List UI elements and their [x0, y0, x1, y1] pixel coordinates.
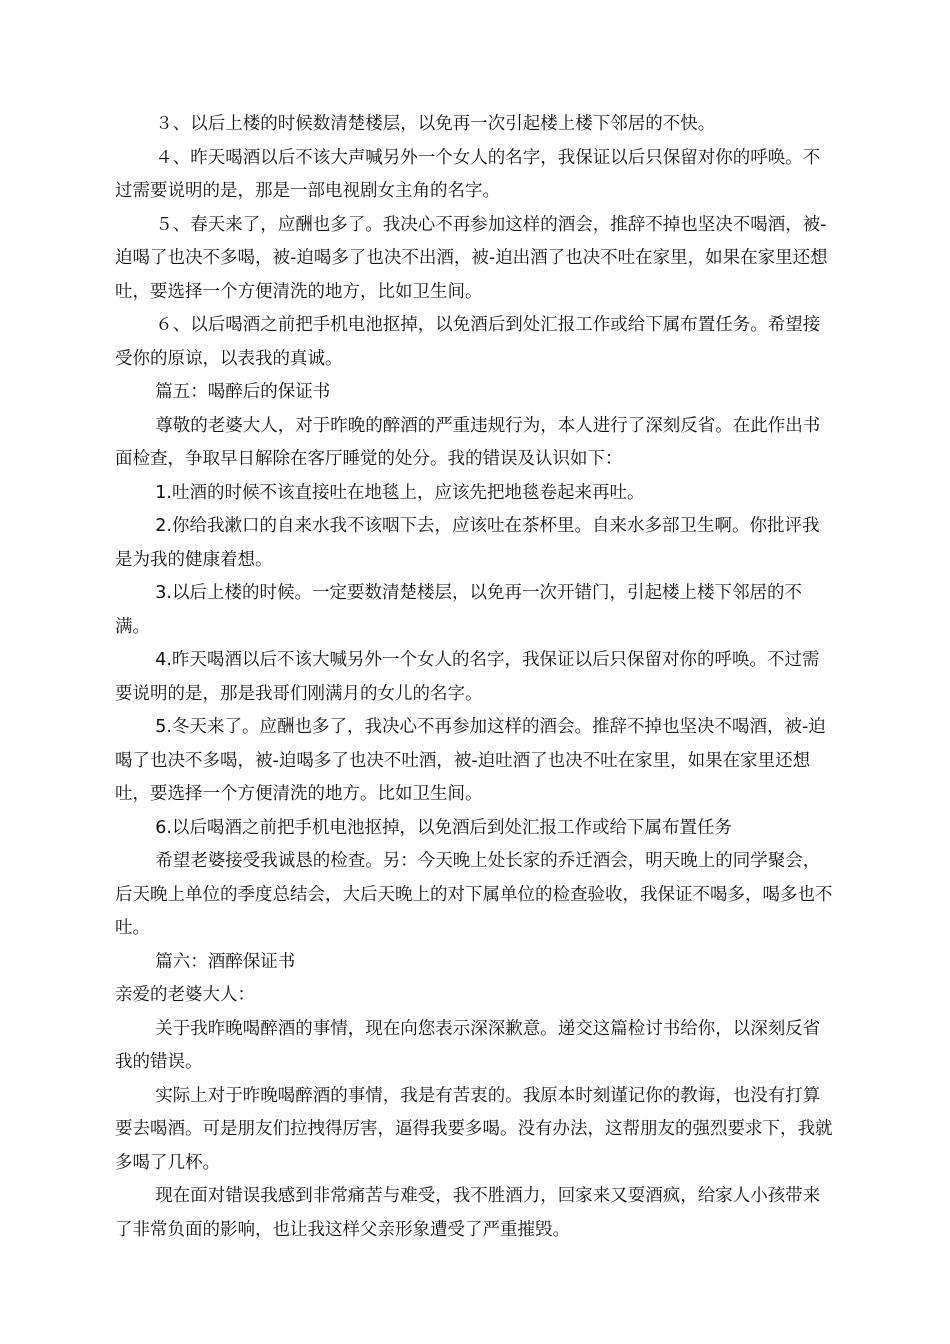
section-heading-5: 篇五：喝醉后的保证书 [155, 382, 331, 402]
paragraph-remorse: 现在面对错误我感到非常痛苦与难受，我不胜酒力，回家来又耍酒疯，给家人小孩带来了非常负面的影响，也让我这样父亲形象遭受了严重摧毁。 [115, 1186, 821, 1240]
paragraph-item-5: ５、春天来了，应酬也多了。我决心不再参加这样的酒会，推辞不掉也坚决不喝酒，被-迫喝了也决不多喝，被-迫喝多了也决不出酒，被-迫出酒了也决不吐在家里，如果在家里还想吐，要选择一个方便清洗的地方，比如卫生间。 [115, 214, 828, 302]
paragraph-apology: 关于我昨晚喝醉酒的事情，现在向您表示深深歉意。递交这篇检讨书给你，以深刻反省我的错误。 [115, 1018, 821, 1072]
document-page [115, 108, 835, 1247]
salutation: 亲爱的老婆大人： [115, 985, 255, 1005]
list-item-2: 2.你给我漱口的自来水我不该咽下去，应该吐在茶杯里。自来水多部卫生啊。你批评我是为我的健康着想。 [115, 516, 820, 570]
paragraph-closing: 希望老婆接受我诚恳的检查。另：今天晚上处长家的乔迁酒会，明天晚上的同学聚会，后天晚上单位的季度总结会，大后天晚上的对下属单位的检查验收，我保证不喝多，喝多也不吐。 [115, 851, 833, 938]
list-item-1: 1.吐酒的时候不该直接吐在地毯上，应该先把地毯卷起来再吐。 [155, 482, 645, 503]
paragraph-explanation: 实际上对于昨晚喝醉酒的事情，我是有苦衷的。我原本时刻谨记你的教诲，也没有打算要去喝酒。可是朋友们拉拽得厉害，逼得我要多喝。没有办法，这帮朋友的强烈要求下，我就多喝了几杯。 [115, 1085, 833, 1173]
list-item-6: 6.以后喝酒之前把手机电池抠掉，以免酒后到处汇报工作或给下属布置任务 [155, 817, 732, 838]
paragraph-item-3: ３、以后上楼的时候数清楚楼层，以免再一次引起楼上楼下邻居的不快。 [155, 114, 716, 134]
section-heading-6: 篇六：酒醉保证书 [155, 951, 296, 972]
paragraph-intro: 尊敬的老婆大人，对于昨晚的醉酒的严重违规行为，本人进行了深刻反省。在此作出书面检查，争取早日解除在客厅睡觉的处分。我的错误及认识如下： [115, 415, 821, 469]
list-item-3: 3.以后上楼的时候。一定要数清楚楼层，以免再一次开错门，引起楼上楼下邻居的不满。 [115, 583, 802, 637]
list-item-5: 5.冬天来了。应酬也多了，我决心不再参加这样的酒会。推辞不掉也坚决不喝酒，被-迫喝了也决不多喝，被-迫喝多了也决不吐酒，被-迫吐酒了也决不吐在家里，如果在家里还想吐，要选择一个方便清洗的地方。比如卫生间。 [115, 717, 826, 804]
paragraph-item-6: ６、以后喝酒之前把手机电池抠掉，以免酒后到处汇报工作或给下属布置任务。希望接受你的原谅，以表我的真诚。 [115, 315, 821, 369]
paragraph-item-4: ４、昨天喝酒以后不该大声喊另外一个女人的名字，我保证以后只保留对你的呼唤。不过需要说明的是，那是一部电视剧女主角的名字。 [115, 147, 821, 201]
list-item-4: 4.昨天喝酒以后不该大喊另外一个女人的名字，我保证以后只保留对你的呼唤。不过需要说明的是，那是我哥们刚满月的女儿的名字。 [115, 650, 820, 704]
